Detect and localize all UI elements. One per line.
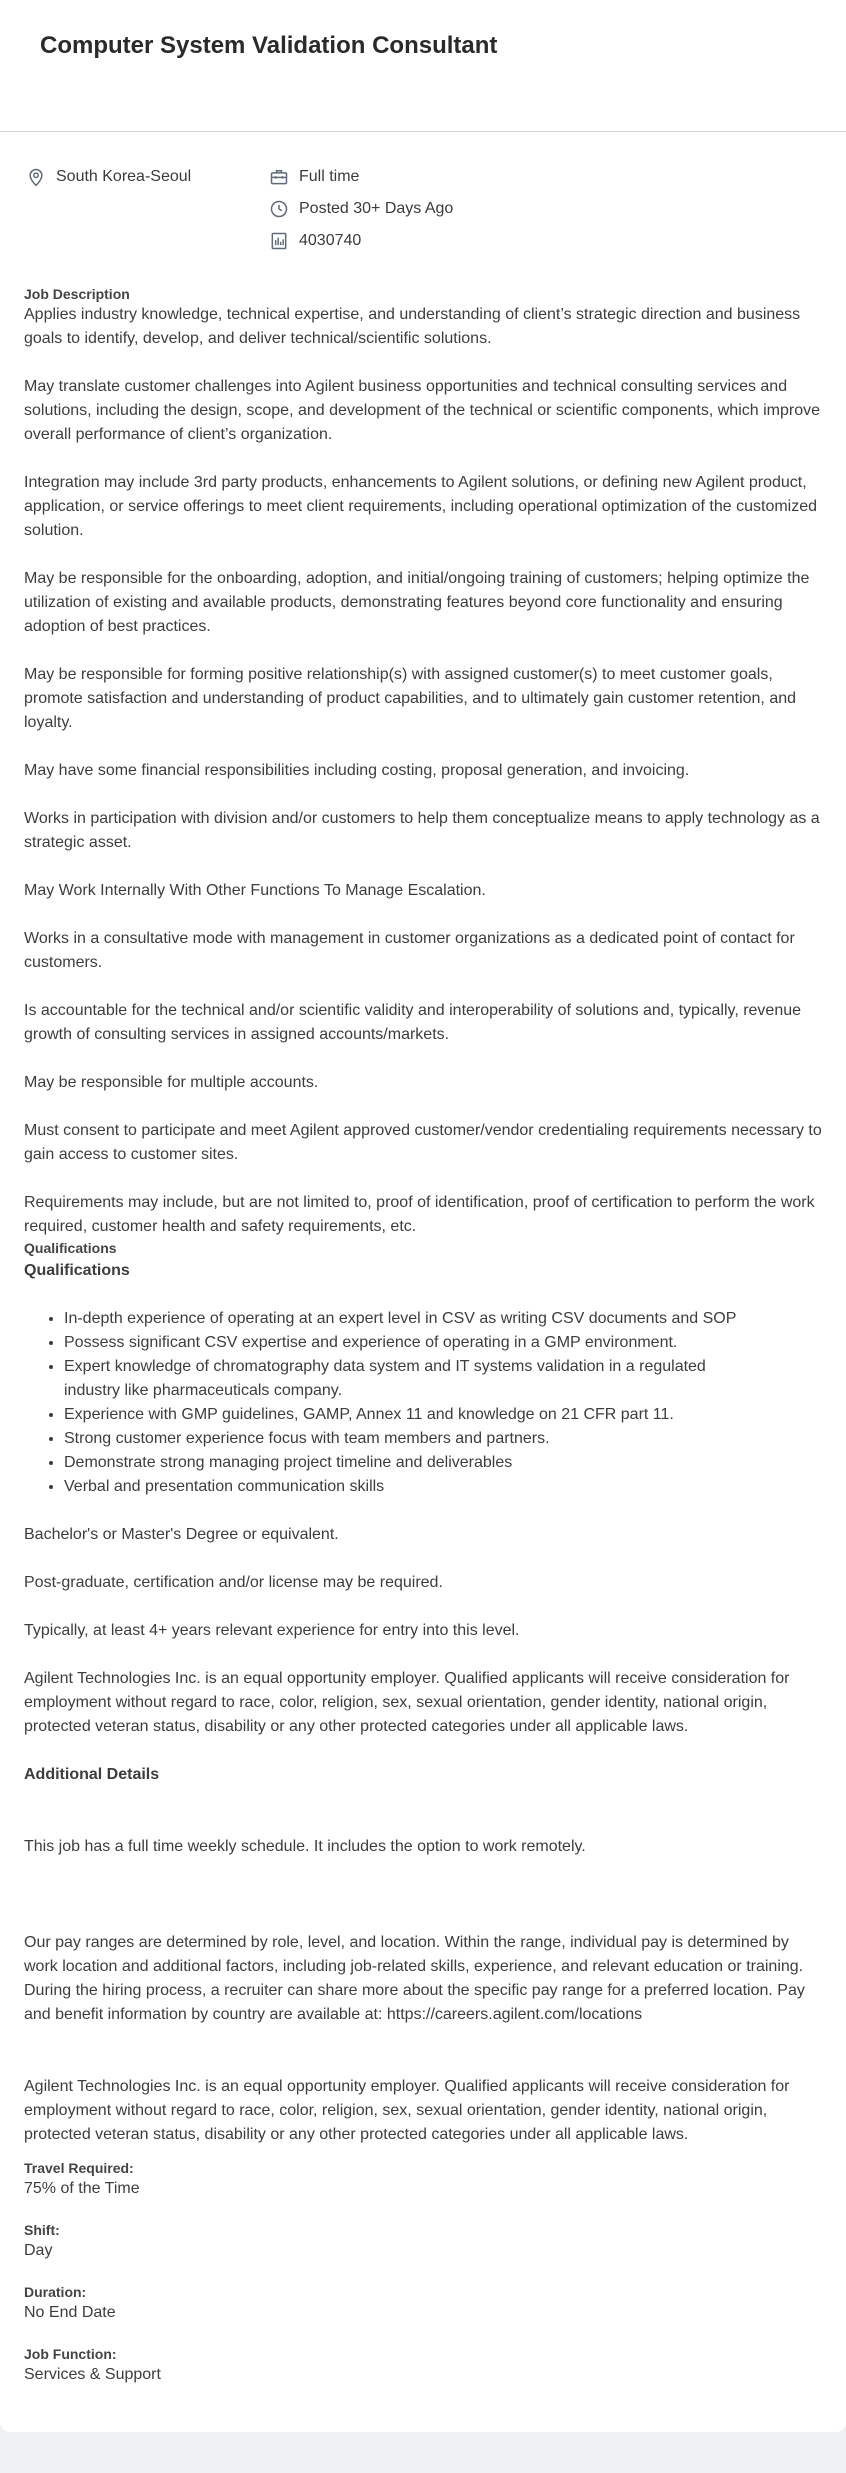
description-paragraph: May be responsible for the onboarding, adoption, and initial/ongoing training of customers; helping optimize the utilization of existing and available products, demonstrating features beyond core functionality and ensuring adoption of best practices. — [24, 570, 810, 635]
description-paragraph: Requirements may include, but are not limited to, proof of identification, proof of certification to perform the work required, customer health and safety requirements, etc. — [24, 1194, 815, 1235]
pay-range-text: Our pay ranges are determined by role, level, and location. Within the range, individual pay is determined by work location and additional factors, including job-related skills, experience, and relevant education or training. During the hiring process, a recruiter can share more about the specific pay range for a preferred location. Pay and benefit information by country are available at: https://careers.agilent.com/locations — [24, 1934, 805, 2023]
schedule-text: This job has a full time weekly schedule. It includes the option to work remotely. — [24, 1838, 586, 1855]
field-value: Day — [24, 2242, 53, 2259]
map-pin-icon — [26, 167, 46, 187]
qualification-item: • Expert knowledge of chromatography data system and IT systems validation in a regulated industry like pharmaceuticals company. — [64, 1355, 822, 1403]
employment-type-text: Full time — [299, 168, 360, 185]
qualification-item: • Strong customer experience focus with team members and partners. — [64, 1427, 822, 1451]
clock-icon — [269, 199, 289, 219]
qualification-item: • Verbal and presentation communication skills — [64, 1475, 822, 1499]
field-label: Shift: — [24, 2222, 60, 2238]
description-paragraph: Applies industry knowledge, technical expertise, and understanding of client’s strategic direction and business goals to identify, develop, and deliver technical/scientific solutions. — [24, 306, 801, 347]
qualification-paragraph: Post-graduate, certification and/or license may be required. — [24, 1574, 443, 1591]
field-label: Duration: — [24, 2284, 87, 2300]
job-function-field — [24, 2345, 822, 2387]
job-title: Computer System Validation Consultant — [40, 32, 498, 59]
req-id-meta — [269, 229, 361, 253]
req-id-text: 4030740 — [299, 232, 362, 249]
job-content — [24, 285, 822, 2407]
description-paragraph: Integration may include 3rd party products, enhancements to Agilent solutions, or defining new Agilent product, application, or service offerings to meet client requirements, including operational optimization of the customized solution. — [24, 474, 818, 539]
qualifications-list — [24, 1307, 822, 1499]
shift-field — [24, 2221, 822, 2263]
document-icon — [269, 231, 289, 251]
qualifications-heading: Qualifications — [24, 1262, 130, 1279]
employment-type-meta — [269, 165, 359, 189]
qualification-item: • Demonstrate strong managing project timeline and deliverables — [64, 1451, 822, 1475]
job-description-label: Job Description — [24, 286, 130, 302]
description-paragraph: Must consent to participate and meet Agilent approved customer/vendor credentialing requirements necessary to gain access to customer sites. — [24, 1122, 822, 1163]
description-paragraph: May be responsible for multiple accounts. — [24, 1074, 319, 1091]
qualification-paragraph: Bachelor's or Master's Degree or equivalent. — [24, 1526, 339, 1543]
description-paragraph: Works in participation with division and/or customers to help them conceptualize means to apply technology as a strategic asset. — [24, 810, 820, 851]
duration-field — [24, 2283, 822, 2325]
posted-meta — [269, 197, 453, 221]
qualification-item: • Experience with GMP guidelines, GAMP, Annex 11 and knowledge on 21 CFR part 11. — [64, 1403, 822, 1427]
description-paragraph: Works in a consultative mode with management in customer organizations as a dedicated point of contact for customers. — [24, 930, 795, 971]
qualifications-section — [24, 1259, 822, 2147]
location-text: South Korea-Seoul — [56, 168, 192, 185]
description-paragraph: May be responsible for forming positive relationship(s) with assigned customer(s) to meet customer goals, promote satisfaction and understanding of product capabilities, and to ultimately gain customer retention, and loyalty. — [24, 666, 797, 731]
qualification-paragraph: Agilent Technologies Inc. is an equal opportunity employer. Qualified applicants will receive consideration for employment without regard to race, color, religion, sex, sexual orientation, gender identity, national origin, protected veteran status, disability or any other protected categories under all applicable laws. — [24, 1670, 790, 1735]
field-label: Job Function: — [24, 2346, 117, 2362]
location-meta — [26, 165, 191, 189]
job-description — [24, 303, 822, 1239]
eeo-statement: Agilent Technologies Inc. is an equal opportunity employer. Qualified applicants will receive consideration for employment without regard to race, color, religion, sex, sexual orientation, gender identity, national origin, protected veteran status, disability or any other protected categories under all applicable laws. — [24, 2078, 790, 2143]
field-value: No End Date — [24, 2304, 116, 2321]
field-value: Services & Support — [24, 2366, 161, 2383]
additional-details-heading: Additional Details — [24, 1766, 160, 1783]
travel-required-field — [24, 2159, 822, 2201]
posted-text: Posted 30+ Days Ago — [299, 200, 454, 217]
description-paragraph: May have some financial responsibilities including costing, proposal generation, and invoicing. — [24, 762, 690, 779]
field-value: 75% of the Time — [24, 2180, 140, 2197]
job-header — [0, 0, 846, 132]
field-label: Travel Required: — [24, 2160, 134, 2176]
briefcase-icon — [269, 167, 289, 187]
qualification-paragraph: Typically, at least 4+ years relevant experience for entry into this level. — [24, 1622, 520, 1639]
qualification-item: • In-depth experience of operating at an expert level in CSV as writing CSV documents and SOP — [64, 1307, 822, 1331]
description-paragraph: Is accountable for the technical and/or scientific validity and interoperability of solutions and, typically, revenue growth of consulting services in assigned accounts/markets. — [24, 1002, 802, 1043]
qualification-item: • Possess significant CSV expertise and experience of operating in a GMP environment. — [64, 1331, 822, 1355]
qualifications-label: Qualifications — [24, 1240, 117, 1256]
description-paragraph: May translate customer challenges into Agilent business opportunities and technical consulting services and solutions, including the design, scope, and development of the technical or scientific components, which improve overall performance of client’s organization. — [24, 378, 821, 443]
description-paragraph: May Work Internally With Other Functions To Manage Escalation. — [24, 882, 486, 899]
